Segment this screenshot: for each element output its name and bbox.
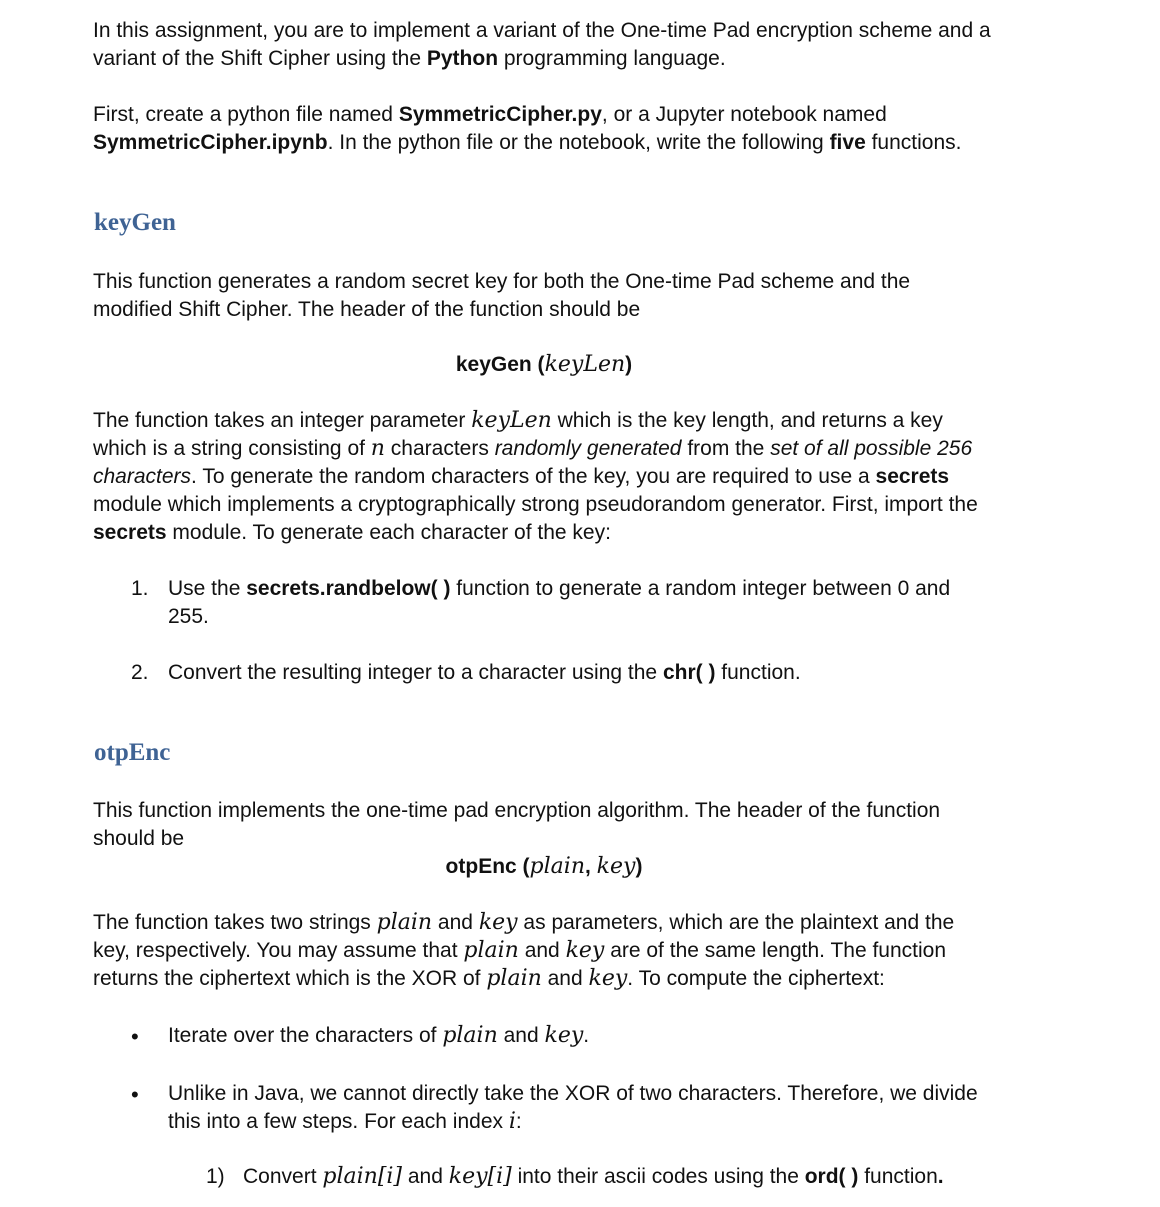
intro-text: functions. <box>865 131 962 154</box>
intro-paragraph-2 <box>93 101 993 157</box>
keygen-paragraph <box>93 407 993 547</box>
math-i: i <box>508 1109 516 1134</box>
text: Convert <box>243 1165 323 1188</box>
intro-text: programming language. <box>498 47 726 70</box>
italic-text: set of all possible 256 characters <box>93 437 973 488</box>
text: and <box>432 911 479 934</box>
bullet-icon: • <box>131 1082 139 1107</box>
text: into their ascii codes using the <box>511 1165 805 1188</box>
code-randbelow: secrets.randbelow( ) <box>246 577 451 600</box>
intro-text: , or a Jupyter notebook named <box>601 103 887 126</box>
bullet-icon: • <box>131 1024 139 1049</box>
math-key: key <box>478 910 518 935</box>
text: . To compute the ciphertext: <box>627 967 885 990</box>
text: Unlike in Java, we cannot directly take the XOR of two characters. Therefore, we divide this into a few steps. For each index <box>168 1082 978 1133</box>
filename-py: SymmetricCipher.py <box>398 103 602 126</box>
text: : <box>515 1110 522 1133</box>
keygen-description: This function generates a random secret key for both the One-time Pad scheme and the modified Shift Cipher. The header of the function should be <box>93 270 911 321</box>
intro-text: . In the python file or the notebook, write the following <box>327 131 830 154</box>
five-emphasis: five <box>829 131 866 154</box>
math-plain: plain <box>463 938 519 963</box>
bullet-text <box>168 1080 988 1136</box>
closing-paren: ) <box>635 855 643 878</box>
keygen-heading: keyGen <box>94 209 176 236</box>
otpenc-paragraph <box>93 909 993 993</box>
text: from the <box>681 437 771 460</box>
math-plain: plain <box>442 1023 498 1048</box>
comma: , <box>585 855 597 878</box>
intro-paragraph-1 <box>93 17 993 73</box>
keygen-signature <box>0 351 1088 379</box>
function-name: keyGen ( <box>455 353 545 376</box>
text: characters <box>384 437 495 460</box>
text: function. <box>715 661 801 684</box>
filename-ipynb: SymmetricCipher.ipynb <box>93 131 328 154</box>
bullet-text <box>168 1022 988 1050</box>
list-number: 2. <box>131 661 149 684</box>
closing-paren: ) <box>625 353 633 376</box>
math-key-i: key[i] <box>448 1164 512 1189</box>
sub-list-number: 1) <box>206 1165 225 1188</box>
text: . <box>583 1024 590 1047</box>
text: and <box>402 1165 449 1188</box>
math-key: key <box>565 938 605 963</box>
list-item-text <box>168 575 988 631</box>
secrets-emphasis: secrets <box>875 465 950 488</box>
text: The function takes an integer parameter <box>93 409 472 432</box>
text: module which implements a cryptographically strong pseudorandom generator. First, import the <box>93 493 978 516</box>
function-name: otpEnc ( <box>445 855 530 878</box>
math-n: n <box>370 436 385 461</box>
code-chr: chr( ) <box>662 661 716 684</box>
math-keylen: keyLen <box>471 408 552 433</box>
secrets-emphasis: secrets <box>93 521 167 544</box>
text: module. To generate each character of the key: <box>166 521 611 544</box>
text: function <box>858 1165 938 1188</box>
text: . To generate the random characters of the key, you are required to use a <box>191 465 876 488</box>
text: and <box>518 939 566 962</box>
param-key: key <box>596 854 636 879</box>
math-plain: plain <box>376 910 433 935</box>
text: Use the <box>168 577 247 600</box>
list-number: 1. <box>131 577 149 600</box>
python-emphasis: Python <box>426 47 499 70</box>
math-plain-i: plain[i] <box>322 1164 403 1189</box>
intro-text: First, create a python file named <box>93 103 399 126</box>
math-plain: plain <box>486 966 542 991</box>
otpenc-signature <box>0 853 1088 881</box>
text: which is the key length, and returns a key which is a string consisting of <box>93 409 943 460</box>
intro-text: In this assignment, you are to implement a variant of the One-time Pad encryption scheme and a variant of the Shift Cipher using the <box>93 19 991 70</box>
text: as parameters, which are the plaintext and the key, respectively. You may assume that <box>93 911 955 962</box>
code-ord: ord( ) <box>804 1165 859 1188</box>
text: function to generate a random integer between 0 and 255. <box>168 577 951 628</box>
otpenc-description: This function implements the one-time pad encryption algorithm. The header of the function should be <box>93 799 941 850</box>
param-keylen: keyLen <box>544 352 626 377</box>
math-key: key <box>544 1023 584 1048</box>
text: Iterate over the characters of <box>168 1024 443 1047</box>
period: . <box>937 1165 944 1188</box>
sub-list-text <box>243 1163 1023 1191</box>
math-key: key <box>588 966 628 991</box>
text: The function takes two strings <box>93 911 377 934</box>
italic-text: randomly generated <box>494 437 682 460</box>
otpenc-heading: otpEnc <box>94 739 171 766</box>
text: Convert the resulting integer to a character using the <box>168 661 663 684</box>
text: and <box>541 967 589 990</box>
text: are of the same length. The function returns the ciphertext which is the XOR of <box>93 939 947 990</box>
param-plain: plain <box>529 854 585 879</box>
list-item-text <box>168 659 988 687</box>
text: and <box>497 1024 545 1047</box>
